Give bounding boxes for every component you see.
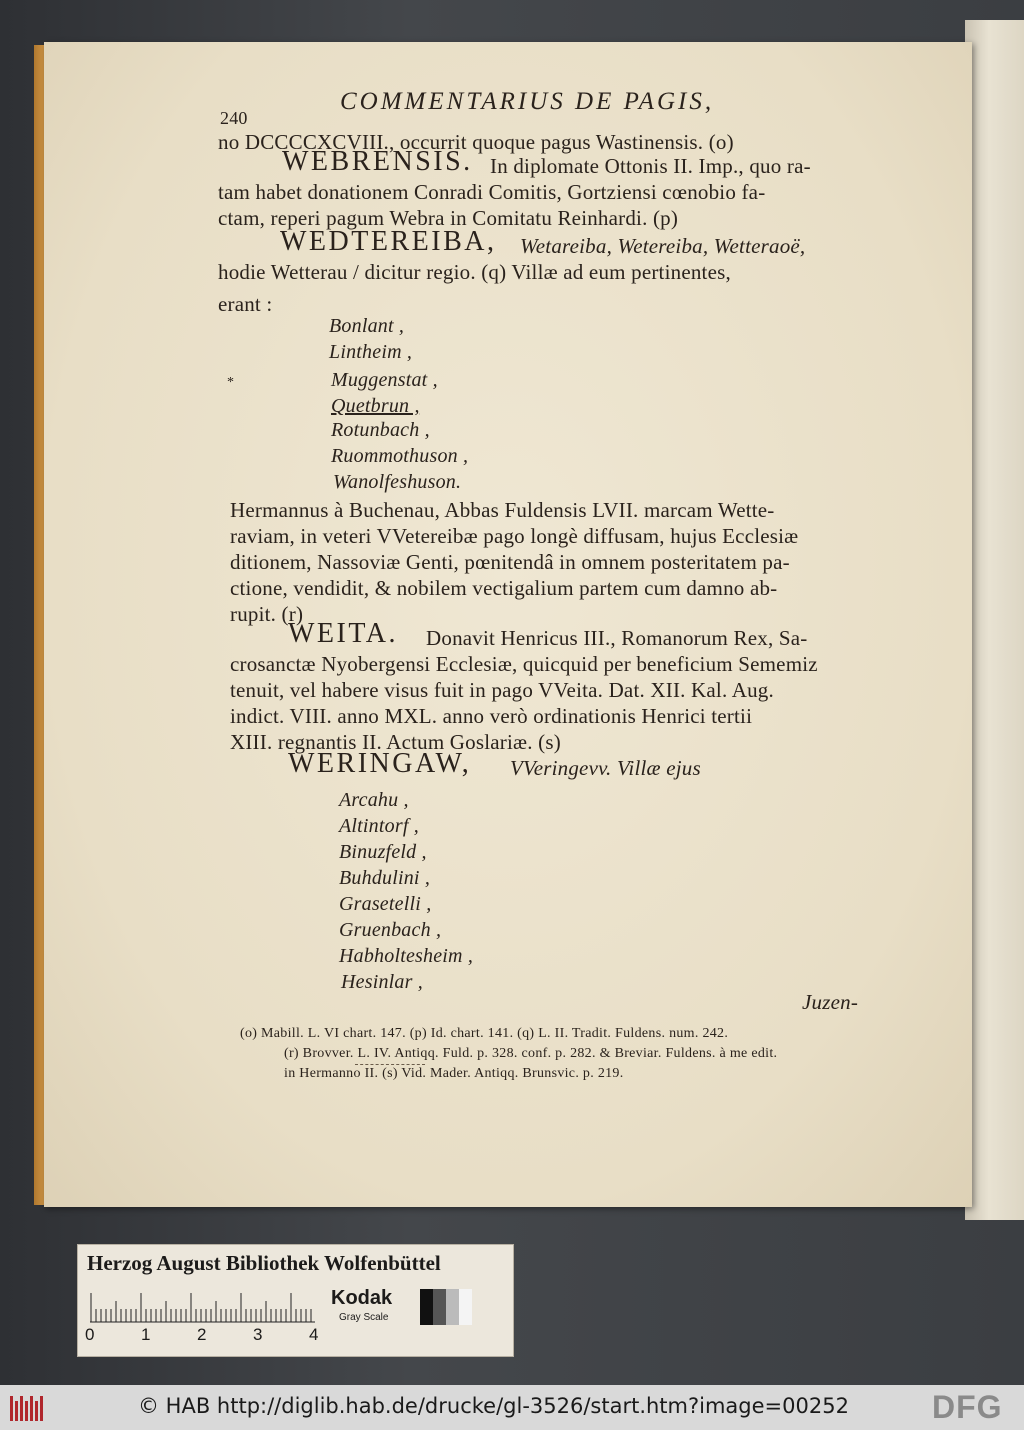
page-number: 240	[220, 108, 248, 128]
text-line: Donavit Henricus III., Romanorum Rex, Sa-	[426, 626, 808, 650]
colorbar-card	[77, 1244, 514, 1357]
kodak-logo: Kodak	[331, 1287, 393, 1309]
swatch	[420, 1289, 433, 1325]
gray-scale-label: Gray Scale	[339, 1312, 389, 1323]
text-line: In diplomate Ottonis II. Imp., quo ra-	[490, 154, 811, 178]
text-line: hodie Wetterau / dicitur regio. (q) Villæ ad eum pertinentes,	[218, 260, 731, 284]
text-line: VVeringevv. Villæ ejus	[510, 756, 701, 780]
hab-logo-bar	[20, 1396, 23, 1421]
swatch	[446, 1289, 459, 1325]
library-title: Herzog August Bibliothek Wolfenbüttel	[87, 1251, 441, 1275]
scale-number: 2	[197, 1325, 207, 1344]
text-line: Hermannus à Buchenau, Abbas Fuldensis LVII. marcam Wette-	[230, 498, 775, 522]
text-line: crosanctæ Nyobergensi Ecclesiæ, quicquid per beneficium Sememiz	[230, 652, 818, 676]
running-head: COMMENTARIUS DE PAGIS,	[340, 88, 715, 115]
villa-list-item: Lintheim ,	[329, 341, 413, 363]
villa-list-item: Rotunbach ,	[331, 419, 430, 441]
text-line: XIII. regnantis II. Actum Goslariæ. (s)	[230, 730, 561, 754]
text-line: ctam, reperi pagum Webra in Comitatu Reinhardi. (p)	[218, 206, 679, 230]
adjacent-page-edges	[965, 20, 1024, 1220]
text-line: raviam, in veteri VVetereibæ pago longè diffusam, hujus Ecclesiæ	[230, 524, 799, 548]
hab-logo-bar	[35, 1401, 38, 1421]
scale-number: 3	[253, 1325, 263, 1344]
villa-list-item: Altintorf ,	[339, 815, 419, 837]
text-line: tenuit, vel habere visus fuit in pago VVeita. Dat. XII. Kal. Aug.	[230, 678, 774, 702]
villa-list-item: Arcahu ,	[339, 789, 409, 811]
hab-logo-bar	[30, 1396, 33, 1421]
text-line: rupit. (r)	[230, 602, 304, 626]
hab-logo-bar	[10, 1396, 13, 1421]
page-text	[44, 42, 972, 1207]
footnote-line: (r) Brovver. L. IV. Antiqq. Fuld. p. 328. conf. p. 282. & Breviar. Fuldens. à me edit.	[284, 1046, 778, 1061]
text-line: erant :	[218, 292, 273, 316]
copyright-url[interactable]: © HAB http://diglib.hab.de/drucke/gl-3526/start.htm?image=00252	[138, 1394, 849, 1418]
section-heading: WEBRENSIS.	[282, 146, 473, 177]
text-line: no DCCCCXCVIII., occurrit quoque pagus Wastinensis. (o)	[218, 130, 734, 154]
text-line: tam habet donationem Conradi Comitis, Gortziensi cœnobio fa-	[218, 180, 766, 204]
villa-list-item: Buhdulini ,	[339, 867, 431, 889]
hab-logo-bar	[15, 1401, 18, 1421]
hab-logo-bar	[40, 1396, 43, 1421]
hab-logo-bar	[25, 1401, 28, 1421]
hab-logo-icon	[8, 1393, 46, 1423]
villa-list-item: Habholtesheim ,	[339, 945, 474, 967]
villa-list-item: Hesinlar ,	[341, 971, 423, 993]
scale-numbers	[85, 1325, 325, 1349]
margin-mark: *	[227, 375, 234, 390]
villa-list-item: Binuzfeld ,	[339, 841, 427, 863]
section-heading: WEDTEREIBA,	[280, 226, 497, 257]
scale-ruler	[90, 1289, 315, 1323]
text-line: ditionem, Nassoviæ Genti, pœnitendâ in omnem posteritatem pa-	[230, 550, 790, 574]
text-line: Wetareiba, Wetereiba, Wetteraoë,	[520, 234, 806, 258]
footer-bar	[0, 1385, 1024, 1430]
footnote-line: (o) Mabill. L. VI chart. 147. (p) Id. chart. 141. (q) L. II. Tradit. Fuldens. num. 242.	[240, 1026, 729, 1041]
text-line: indict. VIII. anno MXL. anno verò ordinationis Henrici tertii	[230, 704, 753, 728]
scale-number: 4	[309, 1325, 319, 1344]
swatch	[459, 1289, 472, 1325]
scale-number: 1	[141, 1325, 151, 1344]
bottom-rule	[355, 1064, 425, 1065]
villa-list-item: Quetbrun ,	[331, 395, 420, 417]
swatch	[433, 1289, 446, 1325]
villa-list-item: Gruenbach ,	[339, 919, 442, 941]
villa-list-item: Wanolfeshuson.	[333, 471, 462, 493]
section-heading: WERINGAW,	[288, 748, 472, 779]
villa-list-item: Muggenstat ,	[331, 369, 438, 391]
villa-list-item: Grasetelli ,	[339, 893, 432, 915]
catchword: Juzen-	[802, 990, 859, 1014]
gray-swatches	[420, 1289, 472, 1325]
villa-list-item: Bonlant ,	[329, 315, 405, 337]
text-line: ctione, vendidit, & nobilem vectigalium partem cum damno ab-	[230, 576, 778, 600]
section-heading: WEITA.	[288, 618, 398, 649]
scale-number: 0	[85, 1325, 95, 1344]
footnote-line: in Hermanno II. (s) Vid. Mader. Antiqq. Brunsvic. p. 219.	[284, 1066, 624, 1081]
villa-list-item: Ruommothuson ,	[331, 445, 469, 467]
book-page	[44, 42, 972, 1207]
dfg-logo: DFG	[932, 1389, 1003, 1425]
